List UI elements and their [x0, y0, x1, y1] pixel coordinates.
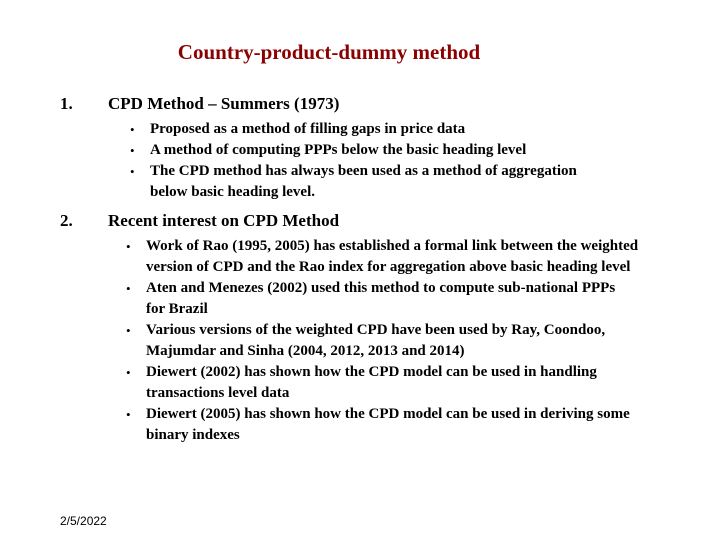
bullet-text: Diewert (2002) has shown how the CPD model can be used in handling transactions level data: [146, 364, 597, 401]
bullet-text: Various versions of the weighted CPD have been used by Ray, Coondoo, Majumdar and Sinha (2004, 2012, 2013 and 2014): [146, 322, 606, 359]
list-item: [126, 404, 641, 446]
section-2-heading: Recent interest on CPD Method: [108, 211, 340, 230]
bullet-text: Aten and Menezes (2002) used this method to compute sub-national PPPs for Brazil: [146, 280, 616, 317]
section-1-heading: CPD Method – Summers (1973): [108, 94, 340, 113]
bullet-text: Proposed as a method of filling gaps in price data: [150, 121, 466, 137]
list-item: [130, 119, 620, 140]
slide-title: Country-product-dummy method: [177, 40, 481, 64]
list-item: [130, 161, 590, 203]
bullet-text: The CPD method has always been used as a method of aggregation below basic heading level.: [150, 163, 577, 200]
list-item: [126, 320, 646, 362]
bullet-glyph: •: [126, 239, 131, 254]
list-item: [126, 278, 631, 320]
section-2-bullet-list: [126, 236, 646, 446]
bullet-glyph: •: [126, 365, 131, 380]
slide-date: 2/5/2022: [60, 514, 107, 528]
bullet-text: A method of computing PPPs below the basic heading level: [150, 142, 527, 158]
bullet-glyph: •: [130, 143, 135, 158]
list-item: [126, 362, 641, 404]
list-item: [130, 140, 620, 161]
bullet-glyph: •: [130, 164, 135, 179]
bullet-text: Diewert (2005) has shown how the CPD model can be used in deriving some binary indexes: [146, 406, 630, 443]
bullet-glyph: •: [126, 281, 131, 296]
list-item: [126, 236, 646, 278]
section-1-number: 1.: [60, 94, 73, 113]
bullet-text: Work of Rao (1995, 2005) has established a formal link between the weighted version of CPD and the Rao index for aggregation above basic heading level: [146, 238, 639, 275]
bullet-glyph: •: [126, 323, 131, 338]
bullet-glyph: •: [130, 122, 135, 137]
section-2-number: 2.: [60, 211, 73, 230]
section-1-bullet-list: [130, 119, 620, 203]
bullet-glyph: •: [126, 407, 131, 422]
